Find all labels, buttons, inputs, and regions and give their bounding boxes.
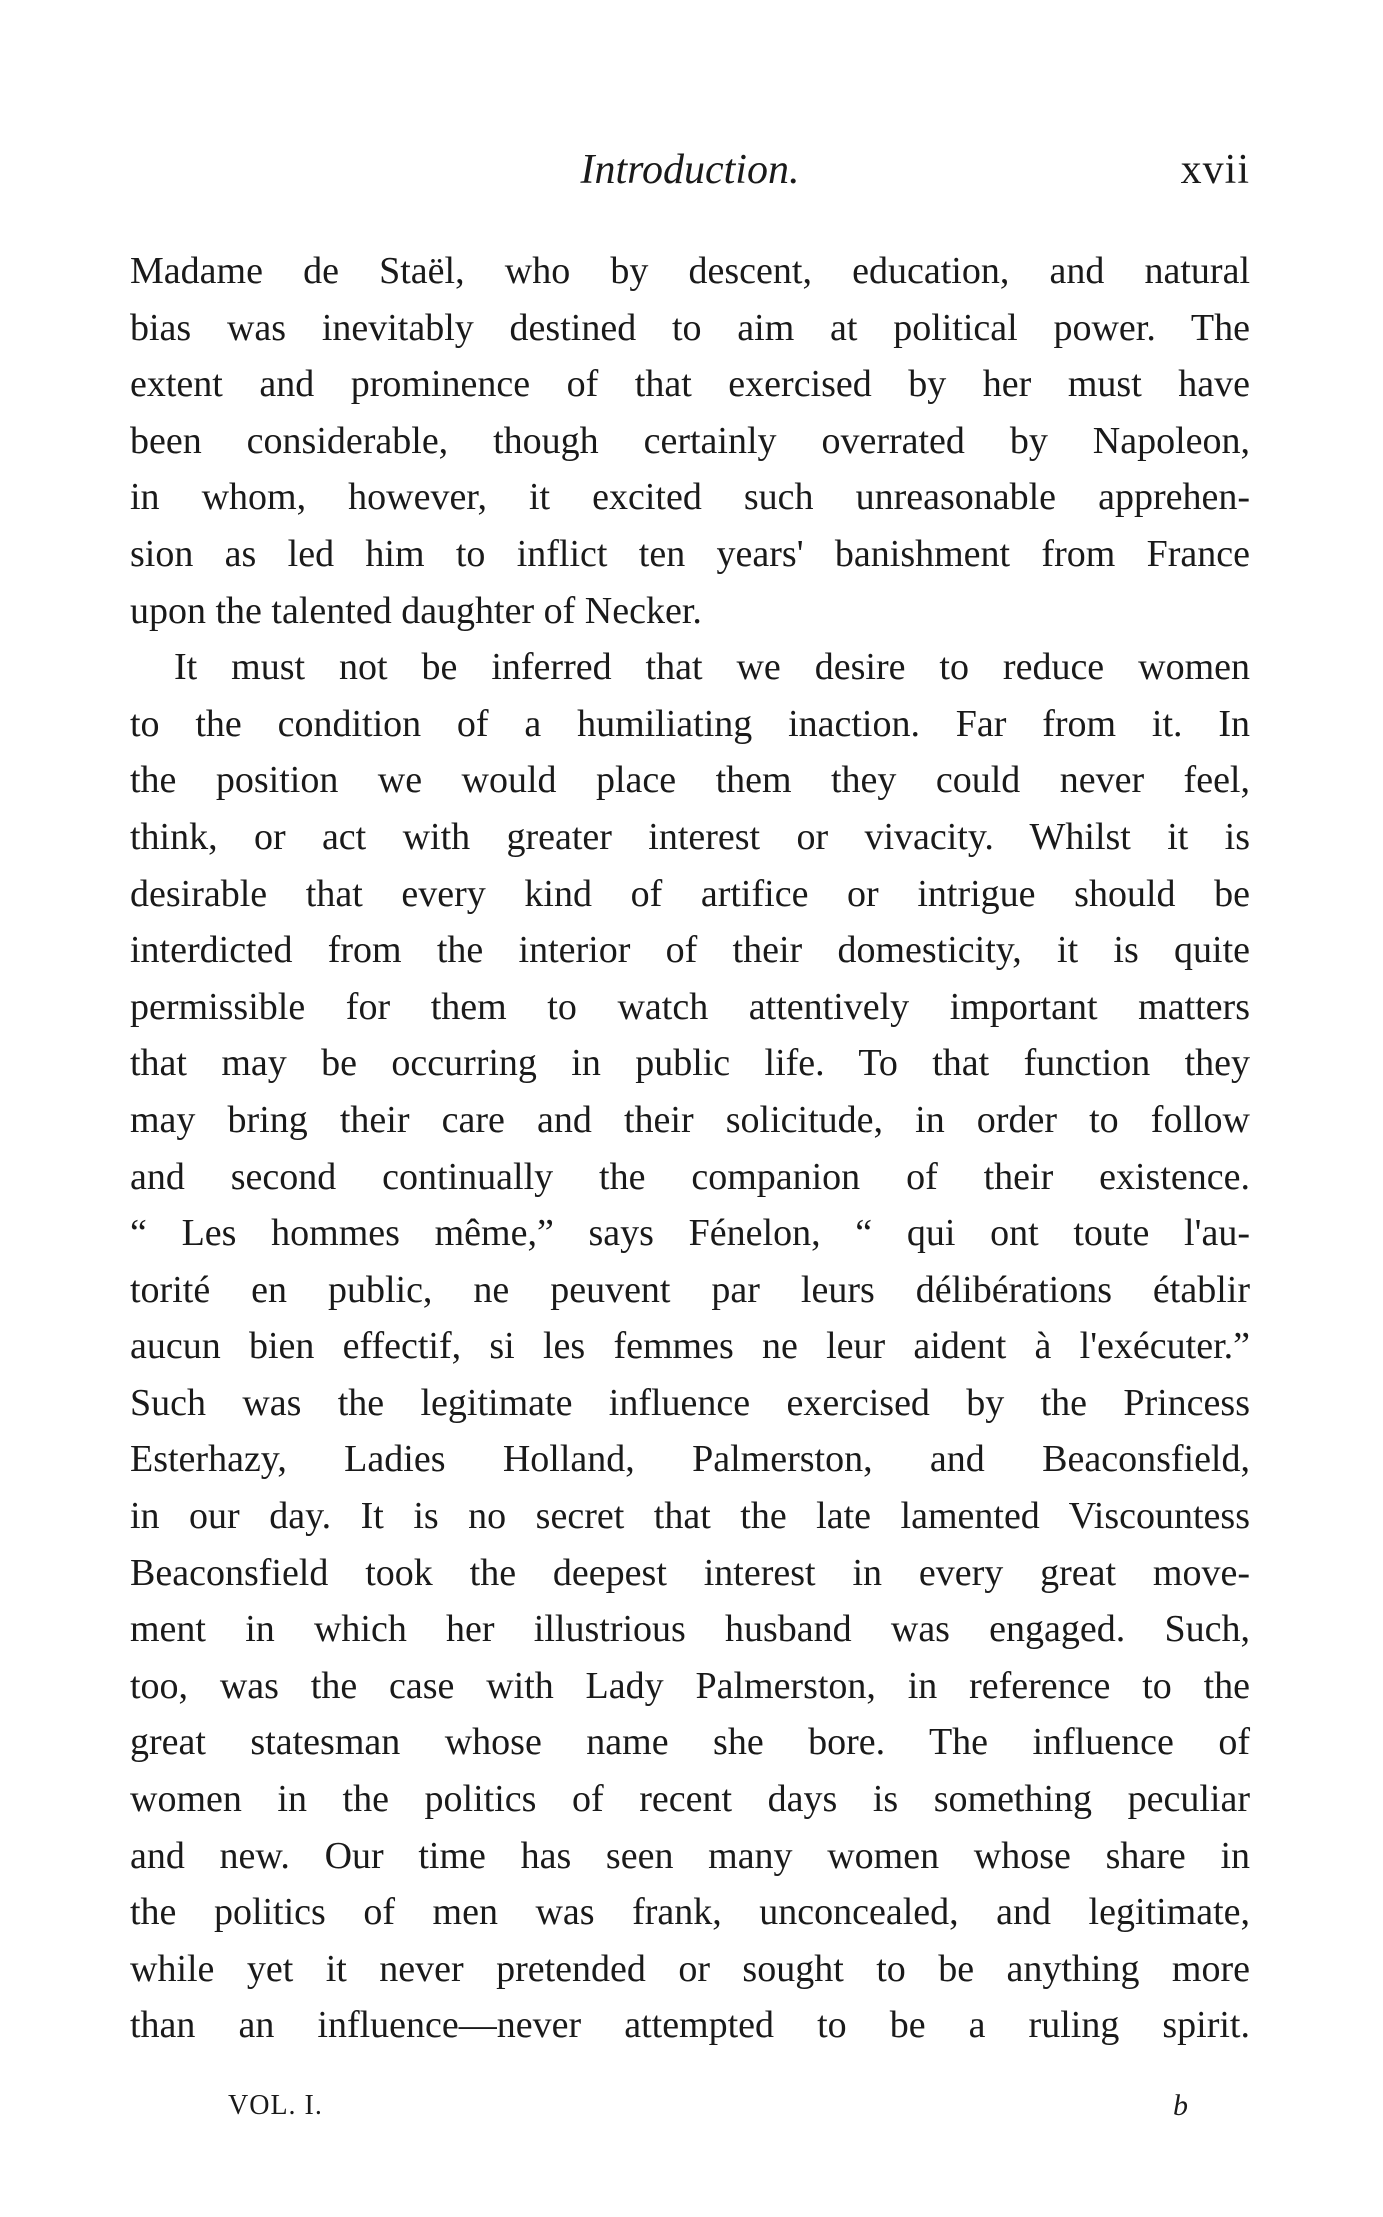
text-line: bias was inevitably destined to aim at political power. The: [130, 306, 1250, 349]
text-line: women in the politics of recent days is something peculiar: [130, 1778, 1250, 1821]
quotation-line: “ Les hommes même,” says Fénelon, “ qui ont toute l'au-: [130, 1212, 1250, 1255]
text-line: been considerable, though certainly overrated by Napoleon,: [130, 419, 1250, 462]
text-line: Madame de Staël, who by descent, education, and natural: [130, 250, 1250, 292]
paragraph-end-line: upon the talented daughter of Necker.: [130, 589, 702, 632]
text-line: Esterhazy, Ladies Holland, Palmerston, and Beaconsfield,: [130, 1438, 1250, 1481]
text-line: extent and prominence of that exercised by her must have: [130, 363, 1250, 406]
text-line: while yet it never pretended or sought to be anything more: [130, 1947, 1250, 1990]
text-line: ment in which her illustrious husband was engaged. Such,: [130, 1608, 1250, 1651]
volume-label: VOL. I.: [228, 2090, 323, 2121]
paragraph-start-line: It must not be inferred that we desire to reduce women: [174, 646, 1250, 689]
quotation-line: torité en public, ne peuvent par leurs délibérations établir: [130, 1268, 1250, 1311]
text-line: may bring their care and their solicitude, in order to follow: [130, 1098, 1250, 1141]
body-text: [130, 243, 1250, 2054]
running-title: Introduction.: [580, 147, 800, 193]
signature-mark: b: [1173, 2089, 1188, 2122]
text-line: to the condition of a humiliating inaction. Far from it. In: [130, 702, 1250, 745]
running-head: [130, 140, 1250, 200]
page-number: xvii: [1180, 147, 1250, 193]
text-line: that may be occurring in public life. To that function they: [130, 1042, 1250, 1085]
text-line: in our day. It is no secret that the late lamented Viscountess: [130, 1495, 1250, 1538]
text-line: Such was the legitimate influence exercised by the Princess: [130, 1381, 1250, 1424]
text-line: the position we would place them they could never feel,: [130, 759, 1250, 802]
text-line: and new. Our time has seen many women whose share in: [130, 1834, 1250, 1877]
text-line: Beaconsfield took the deepest interest in every great move-: [130, 1551, 1250, 1594]
text-line: in whom, however, it excited such unreasonable apprehen-: [130, 476, 1250, 519]
text-line: and second continually the companion of their existence.: [130, 1155, 1250, 1198]
text-line: desirable that every kind of artifice or intrigue should be: [130, 872, 1250, 915]
text-line: too, was the case with Lady Palmerston, in reference to the: [130, 1664, 1250, 1707]
text-line: permissible for them to watch attentively important matters: [130, 985, 1250, 1028]
text-line: great statesman whose name she bore. The influence of: [130, 1721, 1250, 1764]
text-line: than an influence—never attempted to be a ruling spirit.: [130, 2004, 1250, 2047]
text-line: think, or act with greater interest or vivacity. Whilst it is: [130, 815, 1250, 858]
signature-line: [228, 2086, 1188, 2126]
quotation-line: aucun bien effectif, si les femmes ne leur aident à l'exécuter.”: [130, 1325, 1250, 1368]
text-line: sion as led him to inflict ten years' banishment from France: [130, 532, 1250, 575]
text-line: interdicted from the interior of their domesticity, it is quite: [130, 929, 1250, 972]
text-line: the politics of men was frank, unconcealed, and legitimate,: [130, 1891, 1250, 1934]
